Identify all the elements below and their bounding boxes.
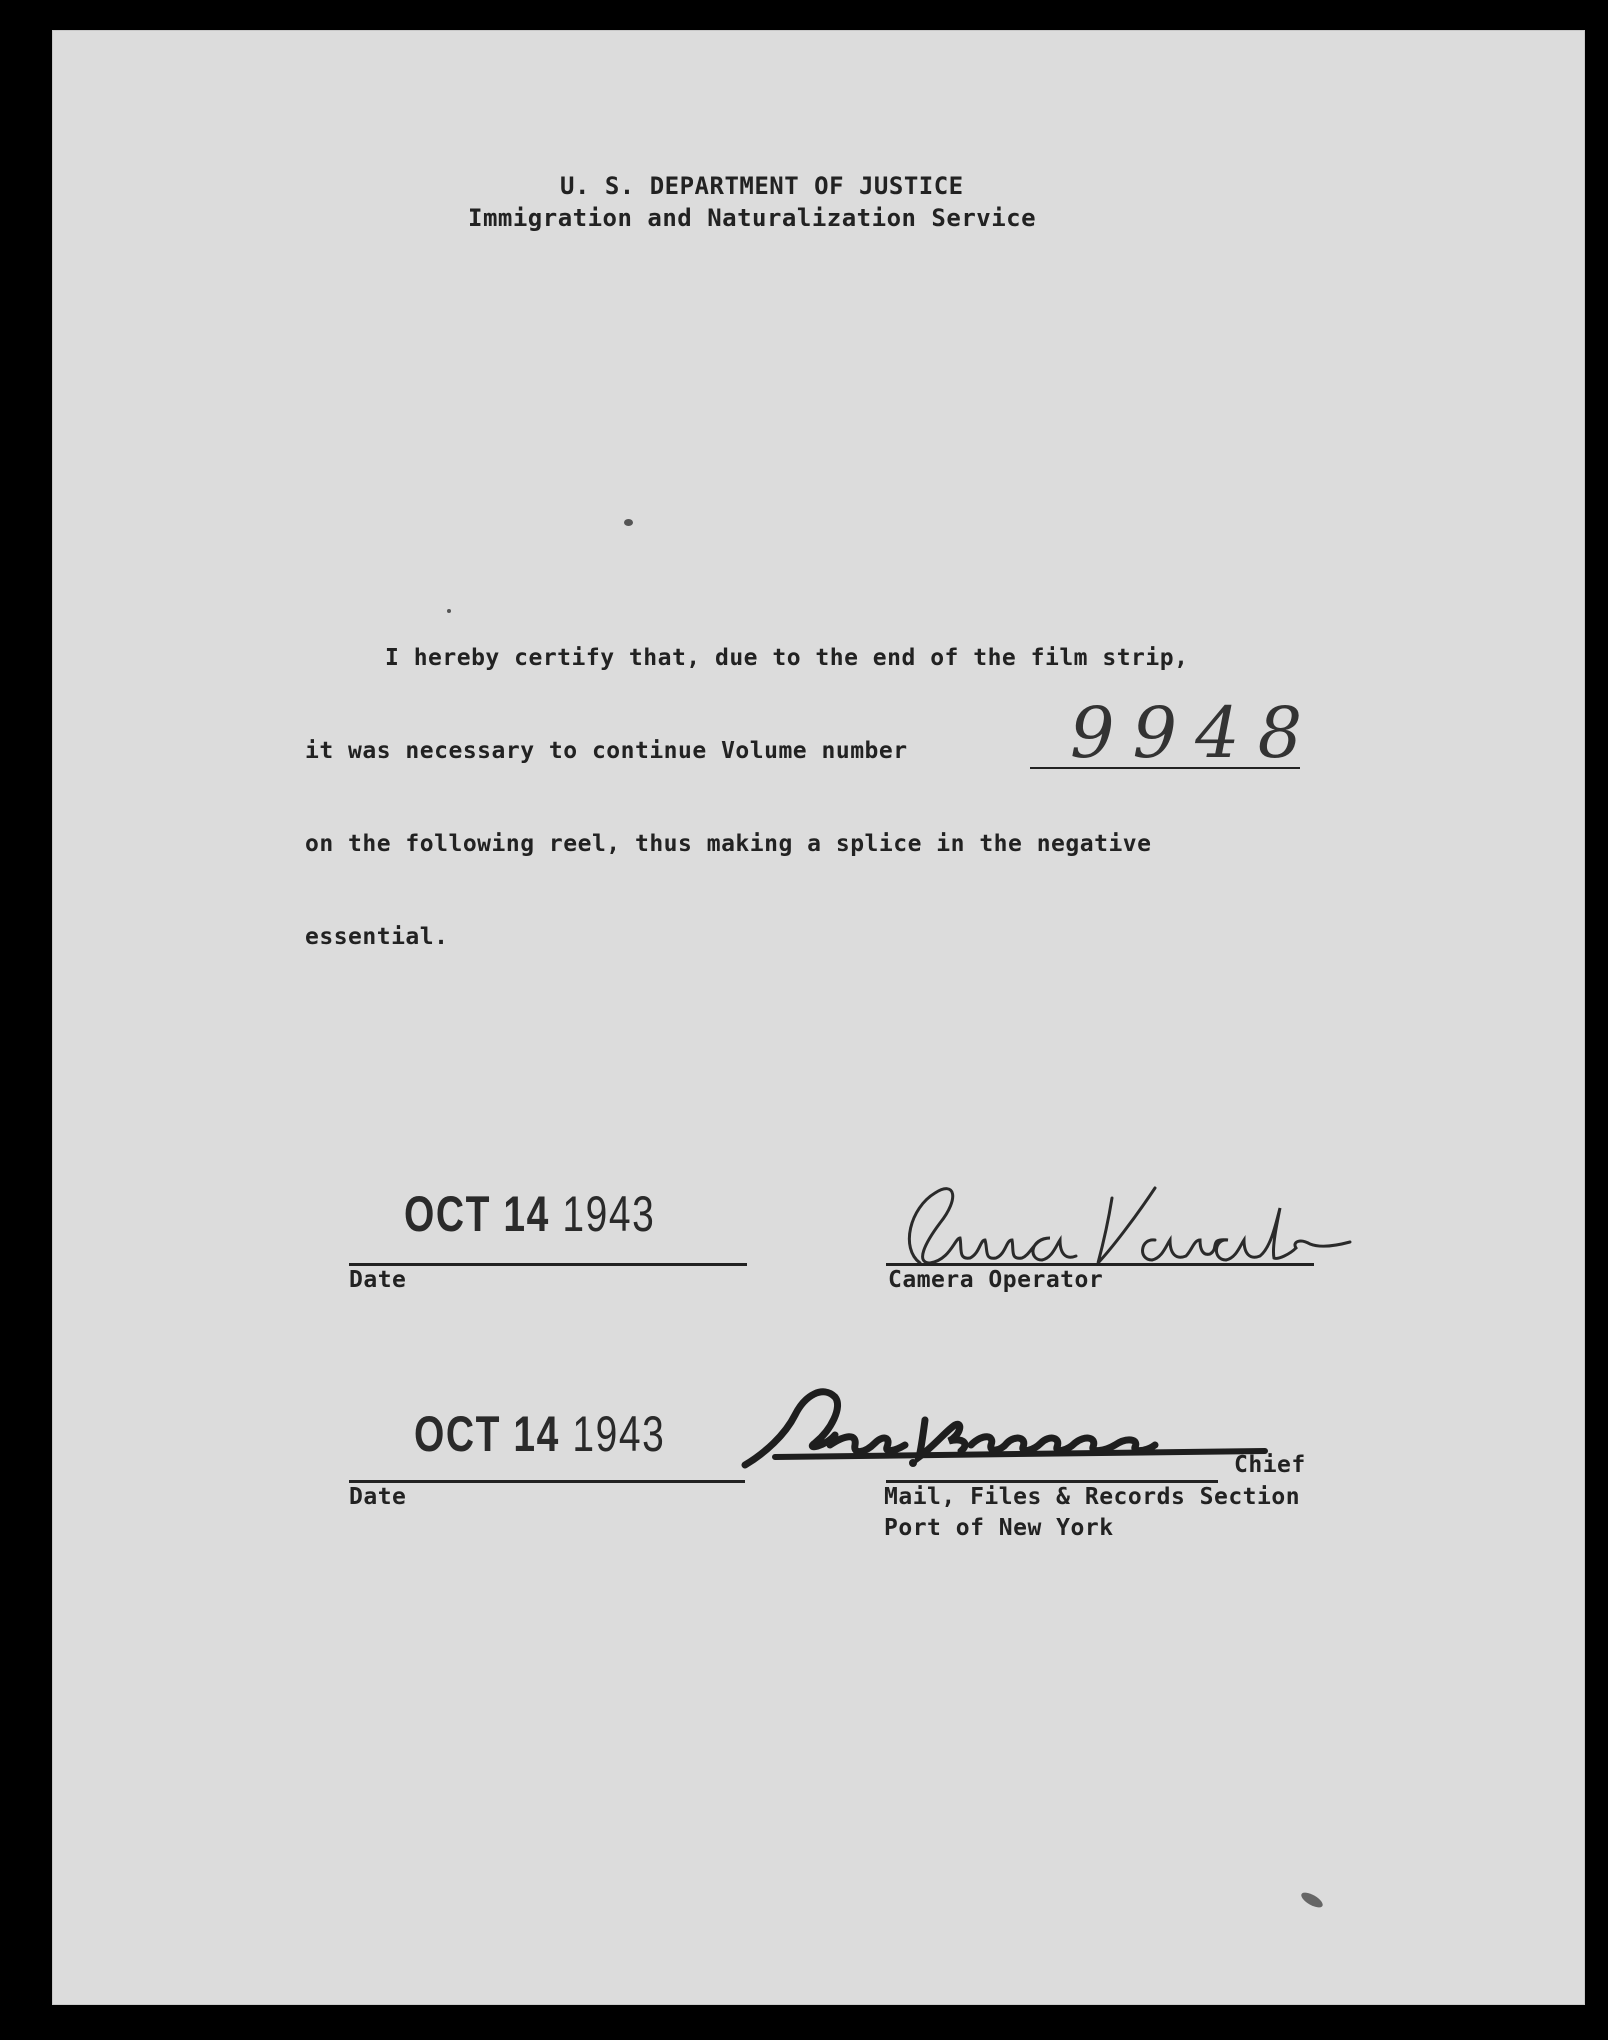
date-label-2: Date <box>349 1484 407 1510</box>
certification-line-4: essential. <box>305 924 449 950</box>
date-stamp-2-year: 1943 <box>572 1406 666 1462</box>
agency-subtitle: Immigration and Naturalization Service <box>468 204 1037 232</box>
section-label: Mail, Files & Records Section <box>884 1484 1301 1510</box>
date-stamp-1-month-day: OCT 14 <box>404 1186 550 1242</box>
document-page <box>52 30 1585 2005</box>
camera-operator-signature <box>880 1168 1380 1278</box>
port-label: Port of New York <box>884 1515 1114 1541</box>
volume-number-handwritten: 9948 <box>1070 692 1321 774</box>
certification-line-3: on the following reel, thus making a splice in the negative <box>305 831 1152 857</box>
camera-operator-label: Camera Operator <box>888 1267 1104 1293</box>
date-label-1: Date <box>349 1267 407 1293</box>
date-stamp-2 <box>414 1405 665 1463</box>
certification-line-1: I hereby certify that, due to the end of the film strip, <box>385 645 1189 671</box>
volume-number-underline <box>1030 767 1300 769</box>
agency-title: U. S. DEPARTMENT OF JUSTICE <box>560 172 964 200</box>
date-stamp-2-month-day: OCT 14 <box>414 1406 560 1462</box>
date-stamp-1 <box>404 1185 655 1243</box>
paper-speck <box>624 519 633 526</box>
paper-speck <box>447 609 451 613</box>
date-line-2 <box>349 1480 745 1483</box>
chief-signature-line <box>886 1480 1218 1483</box>
date-line-1 <box>349 1263 747 1266</box>
camera-operator-line <box>886 1263 1314 1266</box>
date-stamp-1-year: 1943 <box>562 1186 656 1242</box>
chief-label: Chief <box>1234 1452 1306 1478</box>
chief-signature <box>735 1375 1275 1485</box>
certification-line-2: it was necessary to continue Volume number <box>305 738 908 764</box>
